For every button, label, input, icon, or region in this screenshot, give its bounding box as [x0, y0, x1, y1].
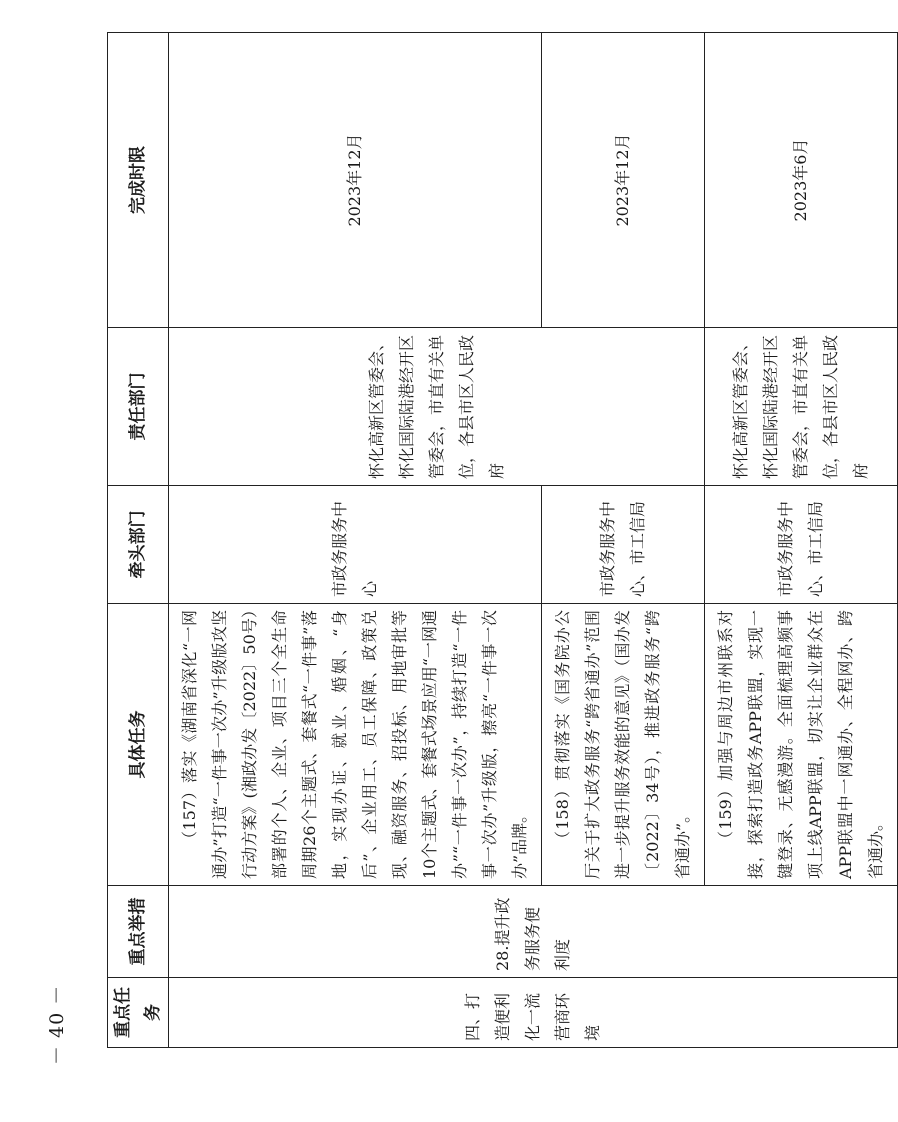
- deadline-cell: 2023年6月: [705, 33, 898, 328]
- detail-cell: （158）贯彻落实《国务院办公厅关于扩大政务服务“跨省通办”范围进一步提升服务效能的意见》（国办发〔2022〕34号），推进政务服务“跨省通办”。: [542, 604, 705, 886]
- responsible-dept-cell: 怀化高新区管委会、怀化国际陆港经开区管委会，市直有关单位，各县市区人民政府: [705, 328, 898, 486]
- key-measure-cell: 28.提升政务服务便利度: [169, 886, 898, 978]
- header-detail: 具体任务: [108, 604, 169, 886]
- page-number: － 40 －: [46, 984, 68, 1065]
- header-key-measure: 重点举措: [108, 886, 169, 978]
- table-header-row: [108, 33, 169, 1048]
- detail-cell: （157）落实《湖南省深化“一网通办”打造“一件事一次办”升级版攻坚行动方案》(湘政办发〔2022〕50号）部署的个人、企业、项目三个全生命周期26个主题式、套餐式“一件事”落地，实现办证、就业、婚姻、“身后”、企业用工、员工保障、政策兑现、融资服务、招投标、用地审批等10个主题式、套餐式场景应用“一网通办”“一件事一次办”，持续打造“一件事一次办”升级版，擦亮“一件事一次办”品牌。: [169, 604, 542, 886]
- detail-cell: （159）加强与周边市州联系对接，探索打造政务APP联盟，实现一键登录、无感漫游。全面梳理高频事项上线APP联盟，切实让企业群众在APP联盟中一网通办、全程网办、跨省通办。: [705, 604, 898, 886]
- lead-dept-cell: 市政务服务中心、市工信局: [542, 486, 705, 604]
- header-lead-dept: 牵头部门: [108, 486, 169, 604]
- table-row: [169, 33, 542, 1048]
- header-major-task: 重点任务: [108, 978, 169, 1048]
- task-table: [107, 32, 898, 1048]
- responsible-dept-cell: 怀化高新区管委会、怀化国际陆港经开区管委会，市直有关单位，各县市区人民政府: [169, 328, 705, 486]
- header-deadline: 完成时限: [108, 33, 169, 328]
- deadline-cell: 2023年12月: [169, 33, 542, 328]
- deadline-cell: 2023年12月: [542, 33, 705, 328]
- major-task-cell: 四、打造便利化一流营商环境: [169, 978, 898, 1048]
- lead-dept-cell: 市政务服务中心: [169, 486, 542, 604]
- rotated-table-container: [107, 32, 885, 1048]
- header-responsible-dept: 责任部门: [108, 328, 169, 486]
- lead-dept-cell: 市政务服务中心、市工信局: [705, 486, 898, 604]
